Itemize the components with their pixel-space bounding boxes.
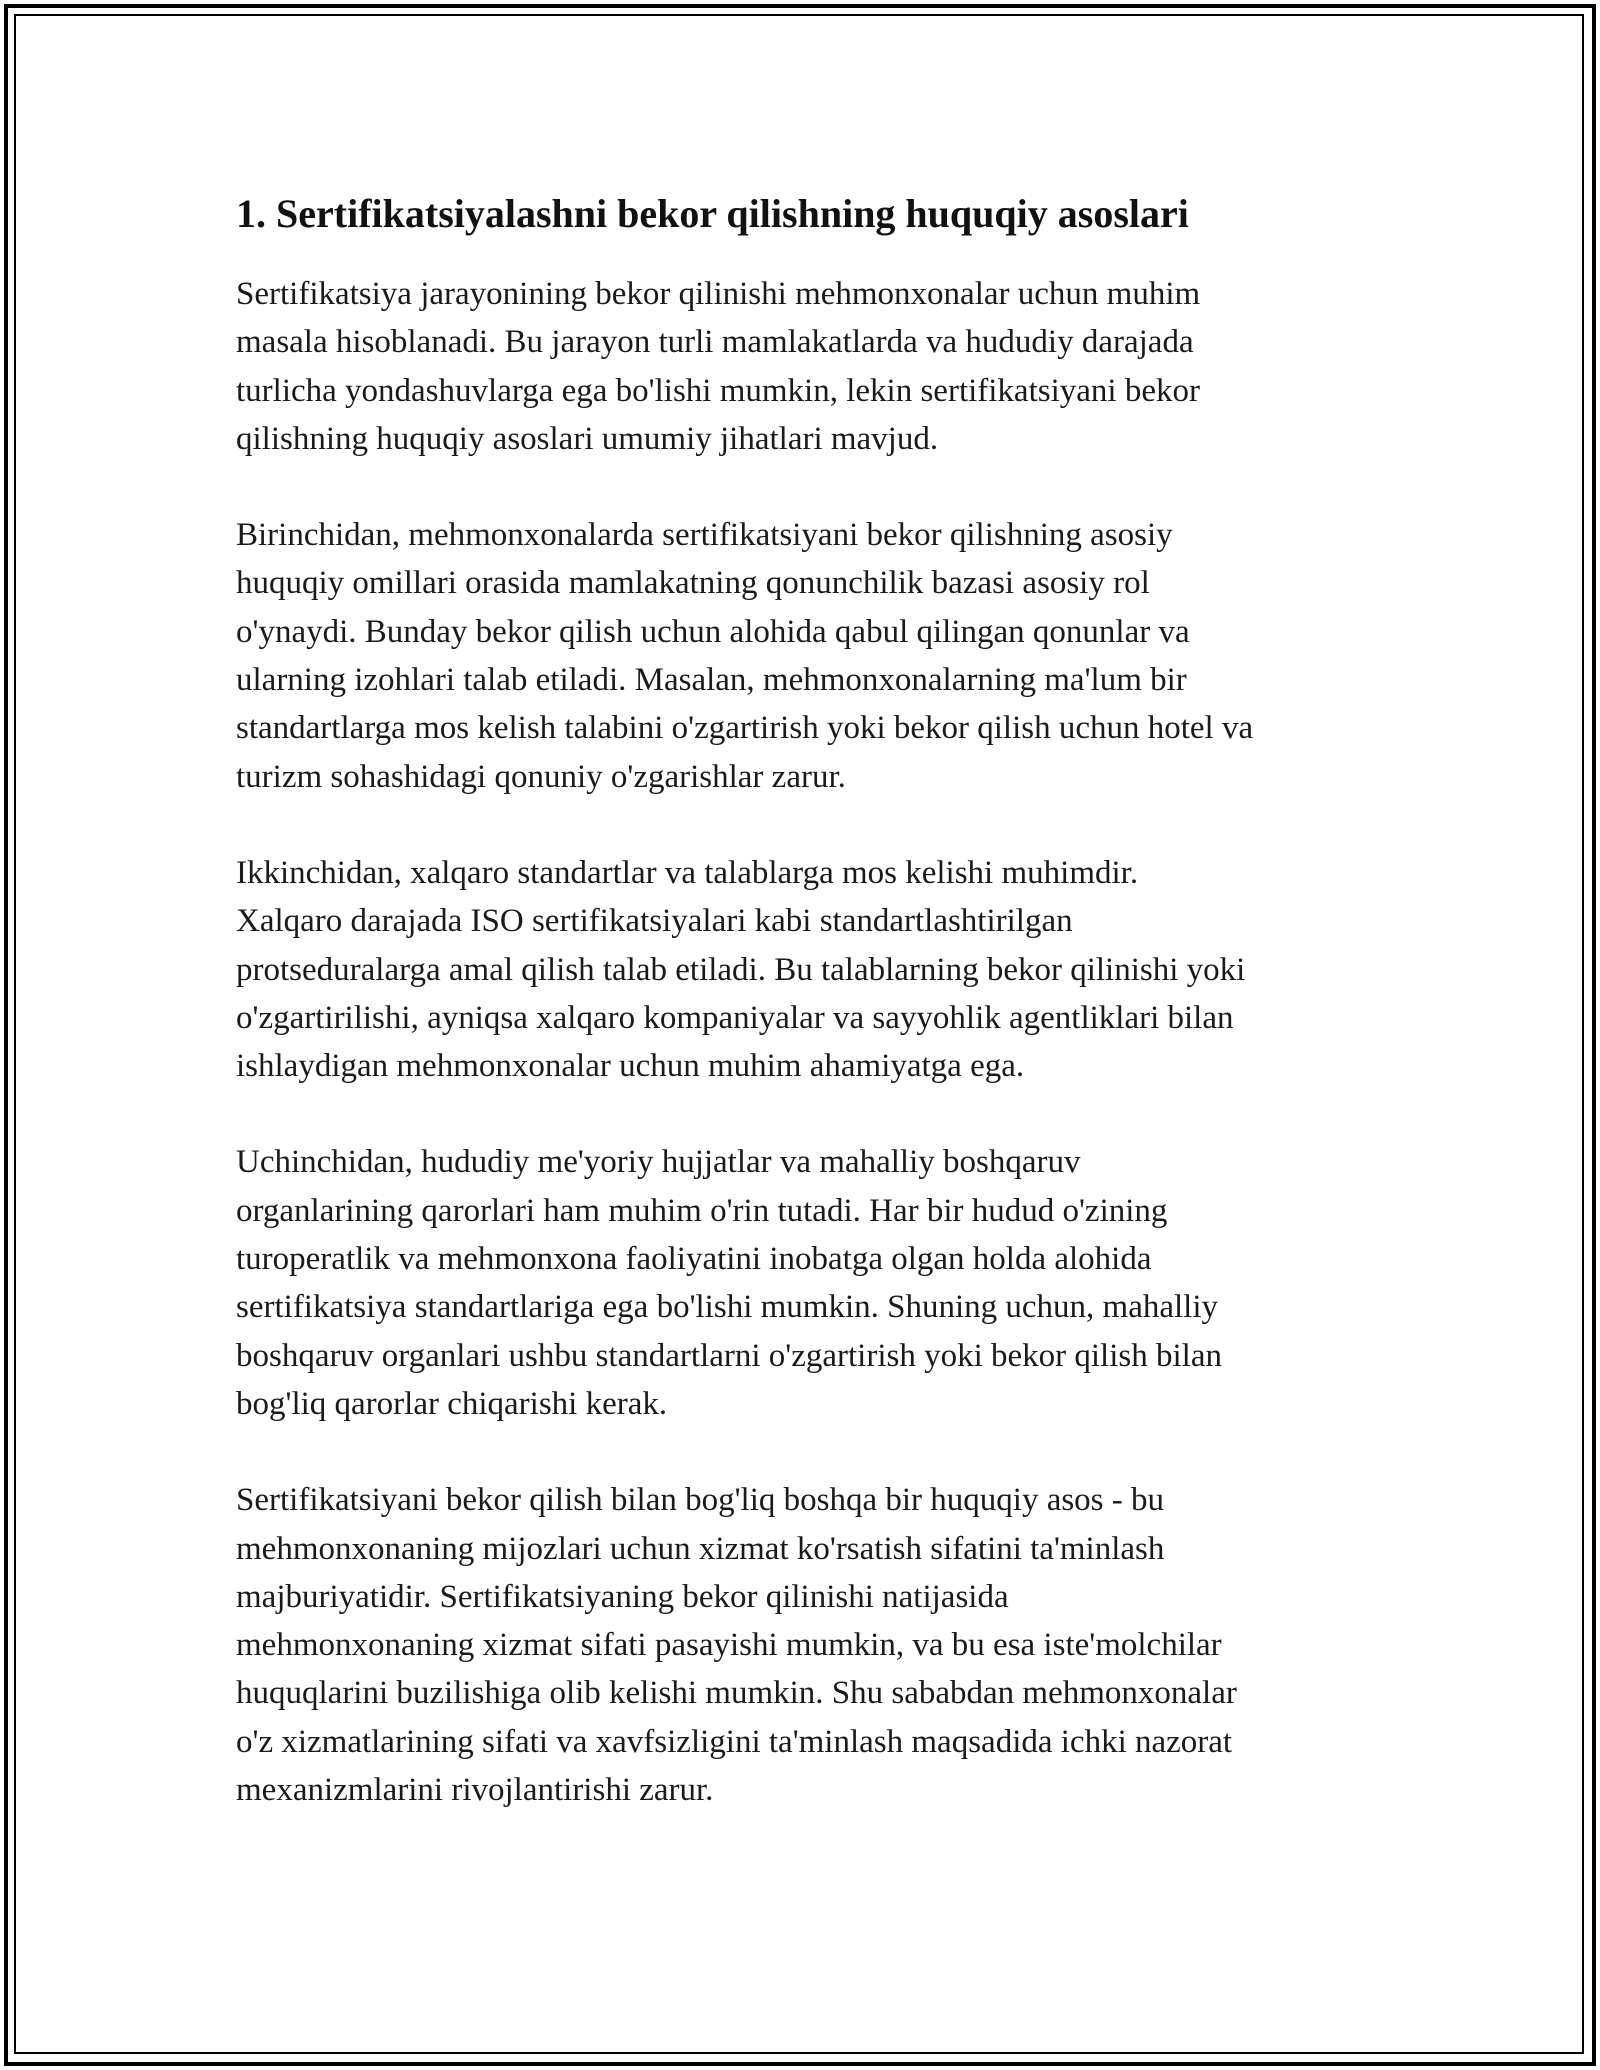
paragraph-service-quality: Sertifikatsiyani bekor qilish bilan bog'liq boshqa bir huquqiy asos - bu mehmonxonaning mijozlari uchun xizmat ko'rsatish sifatini ta'minlash majburiyatidir. Sertifikatsiyaning bekor qilinishi natijasida mehmonxonaning xizmat sifati pasayishi mumkin, va bu esa iste'molchilar huquqlarini buzilishiga olib kelishi mumkin. Shu sababdan mehmonxonalar o'z xizmatlarining sifati va xavfsizligini ta'minlash maqsadida ichki nazorat mexanizmlarini rivojlantirishi zarur. bbox=[236, 1482, 1237, 1809]
paragraph-second-point: Ikkinchidan, xalqaro standartlar va talablarga mos kelishi muhimdir. Xalqaro darajada ISO sertifikatsiyalari kabi standartlashtirilgan protseduralarga amal qilish talab etiladi. Bu talablarning bekor qilinishi yoki o'zgartirilishi, ayniqsa xalqaro kompaniyalar va sayyohlik agentliklari bilan ishlaydigan mehmonxonalar uchun muhim ahamiyatga ega. bbox=[236, 854, 1246, 1085]
paragraph-third-point: Uchinchidan, hududiy me'yoriy hujjatlar va mahalliy boshqaruv organlarining qarorlari ham muhim o'rin tutadi. Har bir hudud o'zining turoperatlik va mehmonxona faoliyatini inobatga olgan holda alohida sertifikatsiya standartlariga ega bo'lishi mumkin. Shuning uchun, mahalliy boshqaruv organlari ushbu standartlarni o'zgartirish yoki bekor qilish bilan bog'liq qarorlar chiqarishi kerak. bbox=[236, 1144, 1222, 1422]
paragraph-intro: Sertifikatsiya jarayonining bekor qilinishi mehmonxonalar uchun muhim masala hisoblanadi. Bu jarayon turli mamlakatlarda va hududiy darajada turlicha yondashuvlarga ega bo'lishi mumkin, lekin sertifikatsiyani bekor qilishning huquqiy asoslari umumiy jihatlari mavjud. bbox=[236, 276, 1201, 457]
document-body bbox=[236, 186, 1376, 1862]
paragraph-first-point: Birinchidan, mehmonxonalarda sertifikatsiyani bekor qilishning asosiy huquqiy omillari orasida mamlakatning qonunchilik bazasi asosiy rol o'ynaydi. Bunday bekor qilish uchun alohida qabul qilingan qonunlar va ularning izohlari talab etiladi. Masalan, mehmonxonalarning ma'lum bir standartlarga mos kelish talabini o'zgartirish yoki bekor qilish uchun hotel va turizm sohashidagi qonuniy o'zgarishlar zarur. bbox=[236, 517, 1254, 795]
section-heading: 1. Sertifikatsiyalashni bekor qilishning huquqiy asoslari bbox=[236, 191, 1189, 236]
